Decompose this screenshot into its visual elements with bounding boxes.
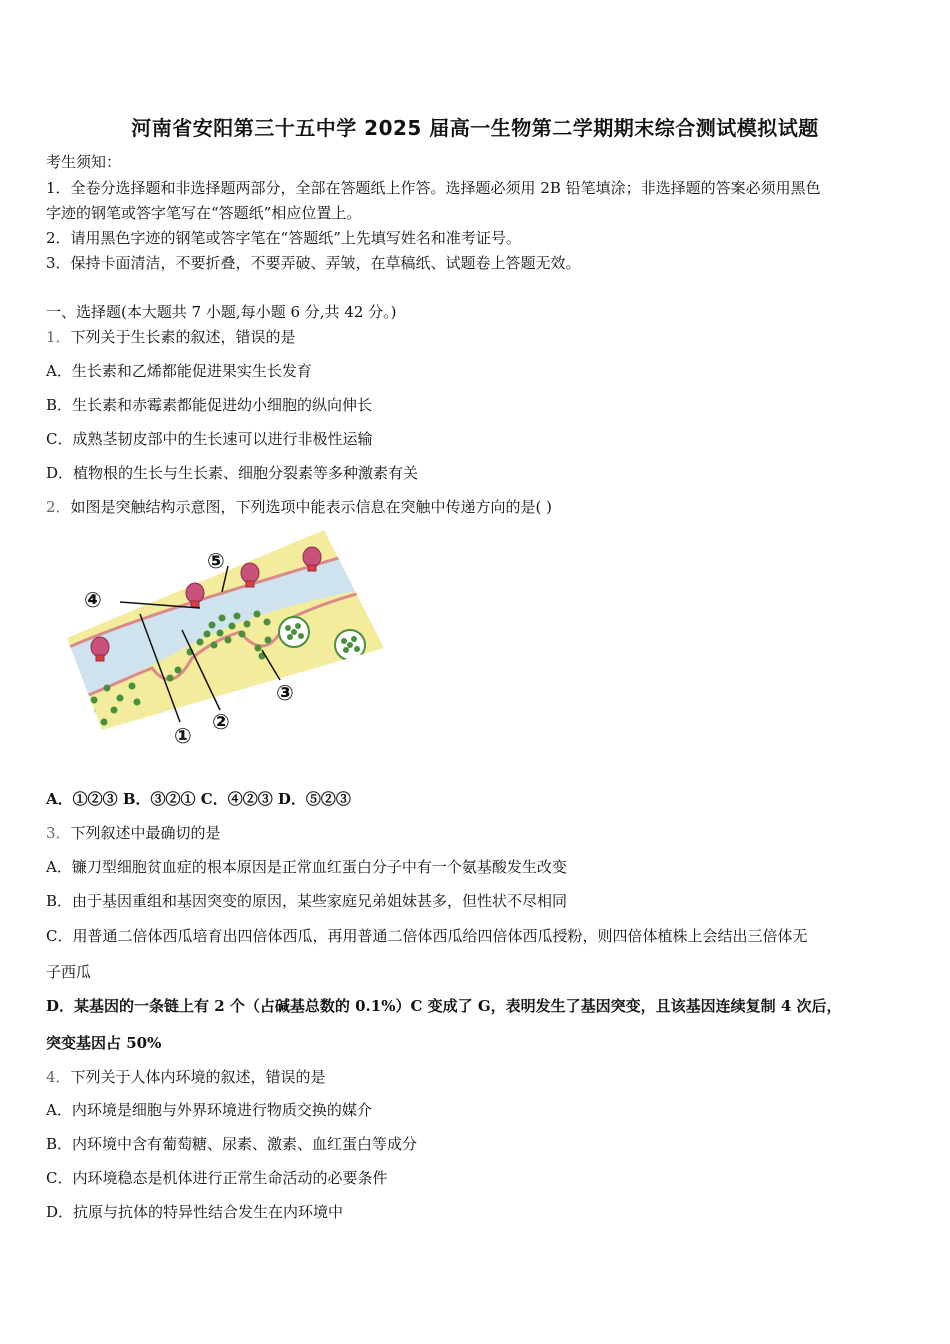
question-2-stem: 如图是突触结构示意图，下列选项中能表示信息在突触中传递方向的是( ) — [70, 498, 553, 516]
question-4 — [46, 1067, 326, 1087]
q3-option-b: B．由于基因重组和基因突变的原因，某些家庭兄弟姐妹甚多，但性状不尽相同 — [46, 892, 568, 910]
q1-option-c: C．成熟茎韧皮部中的生长速可以进行非极性运输 — [46, 430, 373, 448]
question-1-stem: 下列关于生长素的叙述，错误的是 — [70, 328, 296, 346]
question-1-number: 1． — [46, 328, 71, 346]
question-2-number: 2． — [46, 498, 71, 516]
section-heading: 一、选择题(本大题共 7 小题,每小题 6 分,共 42 分。) — [46, 303, 397, 321]
synapse-diagram — [62, 530, 392, 750]
label-2: ② — [212, 710, 230, 734]
notice-heading: 考生须知： — [46, 153, 122, 171]
notice-item-1-cont: 字迹的钢笔或答字笔写在“答题纸”相应位置上。 — [46, 204, 362, 222]
q1-option-b: B．生长素和赤霉素都能促进幼小细胞的纵向伸长 — [46, 396, 373, 414]
question-3-number: 3． — [46, 824, 71, 842]
q1-option-d: D．植物根的生长与生长素、细胞分裂素等多种激素有关 — [46, 464, 419, 482]
q4-option-c: C．内环境稳态是机体进行正常生命活动的必要条件 — [46, 1169, 388, 1187]
synaptic-vesicle — [279, 617, 309, 647]
q2-options: A．①②③ B．③②① C．④②③ D．⑤②③ — [46, 790, 351, 808]
question-2 — [46, 497, 552, 517]
question-3 — [46, 823, 221, 843]
label-3: ③ — [276, 681, 294, 705]
q3-option-c: C．用普通二倍体西瓜培育出四倍体西瓜，再用普通二倍体西瓜给四倍体西瓜授粉，则四倍体植株上会结出三倍体无 — [46, 927, 808, 945]
synaptic-vesicle — [335, 630, 365, 660]
label-5: ⑤ — [207, 549, 225, 573]
question-3-stem: 下列叙述中最确切的是 — [70, 824, 221, 842]
q3-option-c-cont: 子西瓜 — [46, 963, 92, 981]
question-4-number: 4． — [46, 1068, 71, 1086]
q1-option-a: A．生长素和乙烯都能促进果实生长发育 — [46, 362, 312, 380]
exam-title: 河南省安阳第三十五中学 2025 届高一生物第二学期期末综合测试模拟试题 — [131, 116, 819, 140]
label-4: ④ — [84, 588, 102, 612]
q3-option-d: D．某基因的一条链上有 2 个（占碱基总数的 0.1%）C 变成了 G，表明发生了基因突变，且该基因连续复制 4 次后， — [46, 997, 842, 1015]
label-1: ① — [174, 724, 192, 748]
q4-option-b: B．内环境中含有葡萄糖、尿素、激素、血红蛋白等成分 — [46, 1135, 418, 1153]
notice-item-1: 1．全卷分选择题和非选择题两部分，全部在答题纸上作答。选择题必须用 2B 铅笔填涂；非选择题的答案必须用黑色 — [46, 179, 821, 197]
question-1 — [46, 327, 296, 347]
q4-option-d: D．抗原与抗体的特异性结合发生在内环境中 — [46, 1203, 344, 1221]
question-4-stem: 下列关于人体内环境的叙述，错误的是 — [70, 1068, 326, 1086]
notice-item-3: 3．保持卡面清洁，不要折叠，不要弄破、弄皱，在草稿纸、试题卷上答题无效。 — [46, 254, 581, 272]
q3-option-a: A．镰刀型细胞贫血症的根本原因是正常血红蛋白分子中有一个氨基酸发生改变 — [46, 858, 567, 876]
q4-option-a: A．内环境是细胞与外界环境进行物质交换的媒介 — [46, 1101, 372, 1119]
q3-option-d-cont: 突变基因占 50% — [46, 1034, 162, 1052]
notice-item-2: 2．请用黑色字迹的钢笔或答字笔在“答题纸”上先填写姓名和准考证号。 — [46, 229, 521, 247]
